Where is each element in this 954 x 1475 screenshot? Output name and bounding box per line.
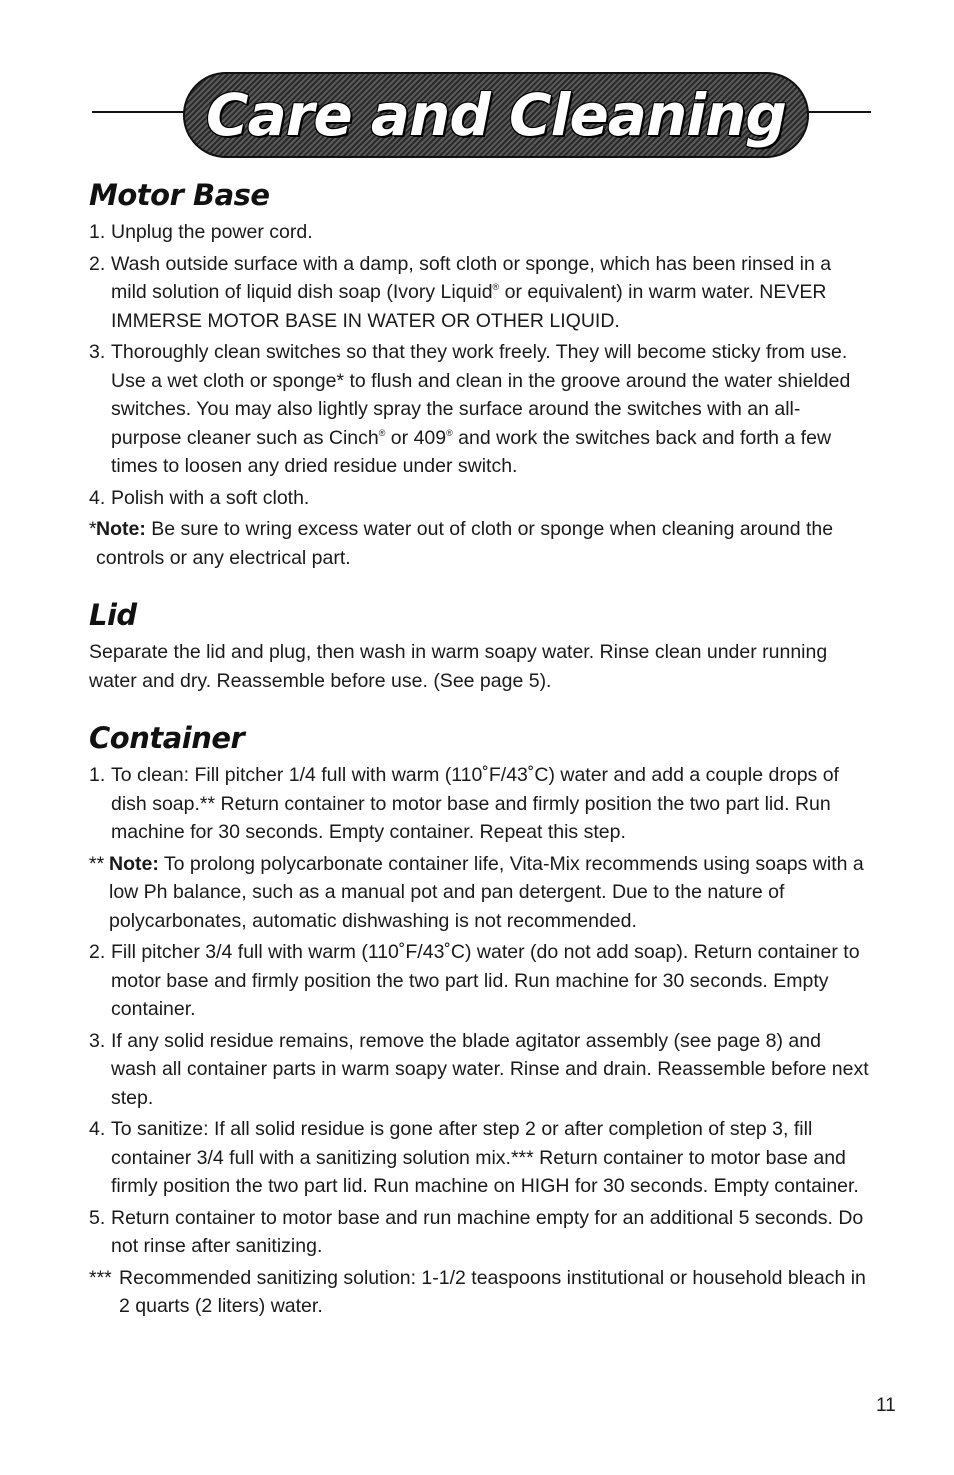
item-number: 3.: [89, 1029, 106, 1052]
title-banner: [0, 68, 954, 160]
lid-text: Separate the lid and plug, then wash in warm soapy water. Rinse clean under running water and dry. Reassemble before use. (See page 5).: [89, 641, 828, 692]
item-text: Return container to motor base and run machine empty for an additional 5 seconds. Do not rinse after sanitizing.: [111, 1206, 864, 1257]
motor-base-section: [89, 178, 869, 572]
item-text: To clean: Fill pitcher 1/4 full with warm (110˚F/43˚C) water and add a couple drops of dish soap.** Return container to motor base and firmly position the two part lid. Run machine for 30 seconds. Empty container. Repeat this step.: [111, 764, 839, 843]
page-title: Care and Cleaning: [206, 81, 786, 149]
item-number: 4.: [89, 1118, 106, 1140]
item-text: To sanitize: If all solid residue is gone after step 2 or after completion of step 3, fill container 3/4 full with a sanitizing solution mix.*** Return container to motor base and firmly position the two part lid. Run machine on HIGH for 30 seconds. Empty container.: [111, 1118, 859, 1197]
item-number: 1.: [89, 764, 106, 786]
list-item: [89, 1027, 869, 1113]
list-item: [89, 938, 869, 1024]
list-item: [89, 338, 869, 481]
item-number: 3.: [89, 341, 106, 363]
item-text: Polish with a soft cloth.: [111, 486, 310, 509]
registered-mark: ®: [492, 282, 500, 292]
item-text: or 409: [385, 426, 447, 449]
note-text: Be sure to wring excess water out of cloth or sponge when cleaning around the controls or any electrical part.: [96, 518, 834, 569]
page-number: 11: [876, 1395, 896, 1416]
sanitizing-footnote: [89, 1264, 869, 1321]
note-mark: *: [89, 518, 97, 540]
list-item: [89, 218, 869, 247]
note-label: Note:: [96, 518, 146, 540]
item-text: Thoroughly clean switches so that they work freely. They will become sticky from use. Use a wet cloth or sponge* to flush and clean in the groove around the water shielded switches. You may also lightly spray the surface around the switches with an all-purpose cleaner such as Cinch: [111, 341, 851, 449]
item-number: 2.: [89, 941, 106, 963]
item-text: Wash outside surface with a damp, soft cloth or sponge, which has been rinsed in a mild solution of liquid dish soap (Ivory Liquid: [111, 252, 832, 303]
footnote-mark: ***: [89, 1266, 112, 1289]
motor-base-heading: Motor Base: [89, 178, 270, 212]
note-label: Note:: [109, 852, 159, 875]
registered-mark: ®: [446, 427, 453, 438]
note-text: To prolong polycarbonate container life, Vita-Mix recommends using soaps with a low Ph balance, such as a manual pot and pan detergent. Due to the nature of polycarbonates, automatic dishwashing is not recommended.: [109, 852, 864, 932]
note-mark: **: [89, 852, 105, 875]
item-text: Fill pitcher 3/4 full with warm (110˚F/43˚C) water (do not add soap). Return container to motor base and firmly position the two part lid. Run machine for 30 seconds. Empty container.: [111, 941, 860, 1020]
container-section: [89, 721, 869, 1321]
item-number: 1.: [89, 221, 106, 243]
lid-section: [89, 598, 869, 695]
registered-mark: ®: [378, 427, 386, 438]
container-heading: Container: [89, 721, 245, 755]
item-text: If any solid residue remains, remove the blade agitator assembly (see page 8) and wash all container parts in warm soapy water. Rinse and drain. Reassemble before next step.: [111, 1029, 869, 1109]
list-item: [89, 1204, 869, 1261]
list-item: [89, 761, 869, 847]
item-number: 5.: [89, 1206, 106, 1229]
page-content: [89, 178, 869, 1347]
lid-heading: Lid: [89, 598, 137, 632]
item-text: and work the switches back and forth a few times to loosen any dried residue under switch.: [111, 426, 832, 477]
motor-base-note: [89, 515, 869, 572]
container-note: [89, 850, 869, 936]
item-text: or equivalent) in warm water. NEVER IMMERSE MOTOR BASE IN WATER OR OTHER LIQUID.: [111, 281, 827, 332]
list-item: [89, 1115, 869, 1201]
item-number: 2.: [89, 252, 106, 275]
item-text: Unplug the power cord.: [111, 221, 313, 243]
footnote-text: Recommended sanitizing solution: 1-1/2 teaspoons institutional or household bleach in 2 quarts (2 liters) water.: [119, 1266, 866, 1317]
list-item: [89, 250, 869, 336]
list-item: [89, 484, 869, 513]
item-number: 4.: [89, 486, 106, 509]
